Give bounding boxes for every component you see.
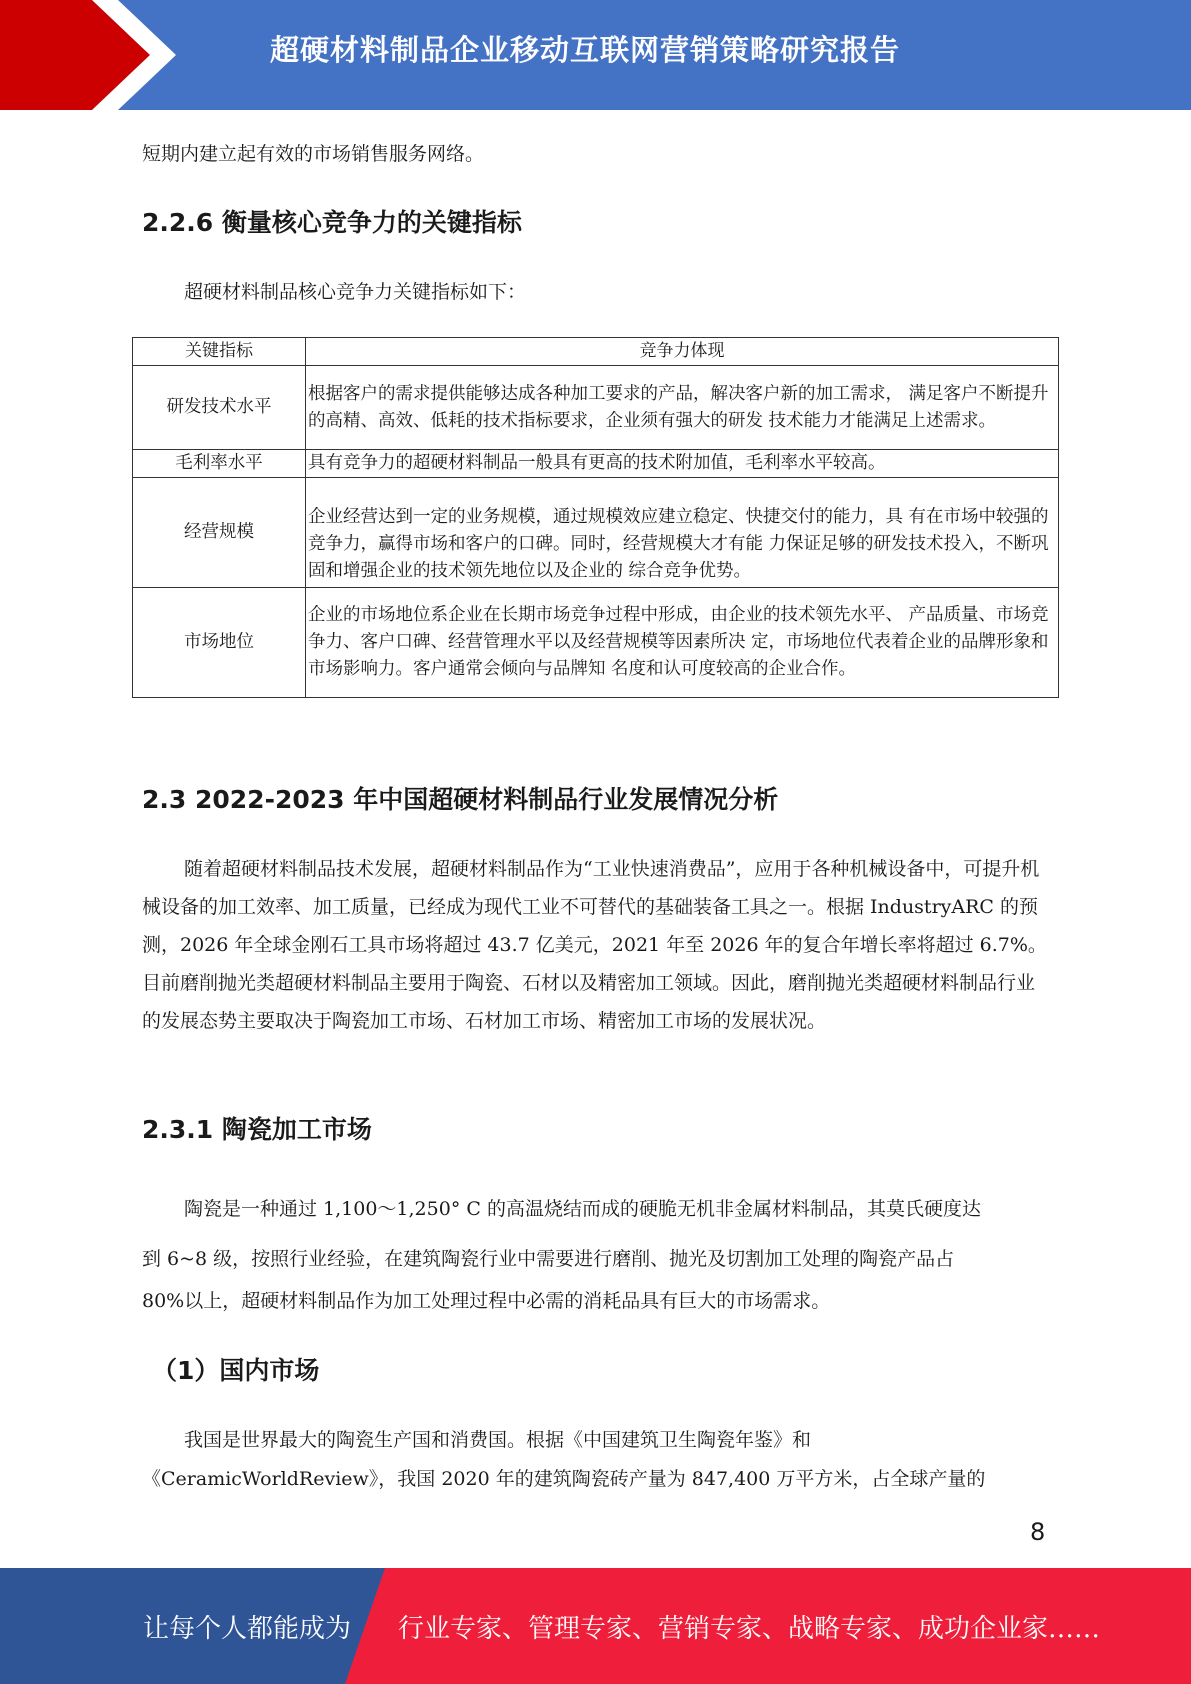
indicator-name: 经营规模 [133,478,306,588]
ceramic-paragraph-line-2: 到 6~8 级，按照行业经验，在建筑陶瓷行业中需要进行磨削、抛光及切割加工处理的陶瓷产品占 [142,1248,955,1270]
table-header-cell: 关键指标 [133,338,306,366]
indicator-description: 企业的市场地位系企业在长期市场竞争过程中形成，由企业的技术领先水平、 产品质量、市场竞争力、客户口碑、经营管理水平以及经营规模等因素所决 定，市场地位代表着企业的品牌形象和市场影响力。客户通常会倾向与品牌知 名度和认可度较高的企业合作。 [306,588,1059,698]
indicator-description: 企业经营达到一定的业务规模，通过规模效应建立稳定、快捷交付的能力，具 有在市场中较强的竞争力，赢得市场和客户的口碑。同时，经营规模大才有能 力保证足够的研发技术投入，不断巩固和增强企业的技术领先地位以及企业的 综合竞争优势。 [306,478,1059,588]
section-2-3-paragraph: 随着超硬材料制品技术发展，超硬材料制品作为“工业快速消费品”，应用于各种机械设备中，可提升机械设备的加工效率、加工质量，已经成为现代工业不可替代的基础装备工具之一。根据 IndustryARC 的预测，2026 年全球金刚石工具市场将超过 43.7 亿美元，2021 年至 2026 年的复合年增长率将超过 6.7%。目前磨削抛光类超硬材料制品主要用于陶瓷、石材以及精密加工领域。因此，磨削抛光类超硬材料制品行业的发展态势主要取决于陶瓷加工市场、石材加工市场、精密加工市场的发展状况。 [142,858,1047,1032]
indicator-name: 毛利率水平 [133,450,306,478]
section-2-2-6-heading: 2.2.6 衡量核心竞争力的关键指标 [142,208,522,237]
section-2-2-6-lead: 超硬材料制品核心竞争力关键指标如下： [184,281,527,303]
indicator-name: 研发技术水平 [133,366,306,450]
domestic-paragraph-line-1: 我国是世界最大的陶瓷生产国和消费国。根据《中国建筑卫生陶瓷年鉴》和 [184,1429,812,1451]
footer-slogan-left: 让每个人都能成为 [143,1614,352,1644]
page-header [0,0,1191,110]
section-2-3-1-heading: 2.3.1 陶瓷加工市场 [142,1115,372,1144]
domestic-paragraph-line-2: 《CeramicWorldReview》，我国 2020 年的建筑陶瓷砖产量为 847,400 万平方米，占全球产量的 [142,1468,986,1490]
footer-slogan-right: 行业专家、管理专家、营销专家、战略专家、成功企业家…… [398,1614,1101,1644]
table-row [133,478,1059,588]
page-number: 8 [1030,1518,1046,1546]
indicator-description: 根据客户的需求提供能够达成各种加工要求的产品，解决客户新的加工需求， 满足客户不断提升的高精、高效、低耗的技术指标要求，企业须有强大的研发 技术能力才能满足上述需求。 [306,366,1059,450]
table-row [133,366,1059,450]
table-header-cell: 竞争力体现 [306,338,1059,366]
report-title: 超硬材料制品企业移动互联网营销策略研究报告 [270,33,901,67]
table-header-row [133,338,1059,366]
ceramic-paragraph-line-3: 80%以上，超硬材料制品作为加工处理过程中必需的消耗品具有巨大的市场需求。 [142,1290,831,1312]
intro-line: 短期内建立起有效的市场销售服务网络。 [142,143,485,165]
ceramic-paragraph-line-1: 陶瓷是一种通过 1,100～1,250° C 的高温烧结而成的硬脆无机非金属材料制品，其莫氏硬度达 [184,1198,981,1220]
kpi-table [132,337,1059,698]
table-row [133,588,1059,698]
indicator-description: 具有竞争力的超硬材料制品一般具有更高的技术附加值，毛利率水平较高。 [306,450,1059,478]
table-row [133,450,1059,478]
page-footer [0,1568,1191,1684]
indicator-name: 市场地位 [133,588,306,698]
domestic-market-heading: （1）国内市场 [152,1356,320,1385]
section-2-3-heading: 2.3 2022-2023 年中国超硬材料制品行业发展情况分析 [142,785,779,814]
